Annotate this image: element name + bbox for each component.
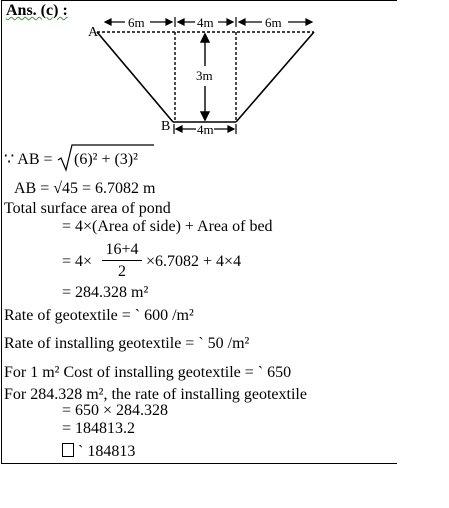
bottom-dim-label: 4m	[197, 122, 214, 137]
depth-dim-label: 3m	[196, 68, 213, 83]
calc-numerator: 16+4	[105, 241, 139, 258]
point-b-label: B	[161, 119, 171, 134]
answer-label-text: Ans. (c) :	[6, 2, 68, 19]
rate-installing-line: Rate of installing geotextile = ` 50 /m²	[4, 335, 250, 352]
cost-one-line: For 1 m² Cost of installing geotextile = ` 650	[4, 364, 292, 381]
right-slope-line	[236, 32, 314, 122]
calc-suffix: ×6.7082 + 4×4	[146, 253, 242, 270]
cost-value-line: = 184813.2	[62, 420, 136, 437]
calc-fraction-bar	[102, 260, 142, 261]
ab-formula-prefix: ∵ AB =	[4, 151, 53, 168]
point-a-label: A	[88, 25, 99, 40]
pond-trapezoid-diagram	[0, 0, 449, 140]
area-result-line: = 284.328 m²	[62, 284, 149, 301]
final-value-line	[62, 443, 135, 461]
ab-value-line: AB = √45 = 6.7082 m	[14, 180, 156, 197]
calc-prefix: = 4×	[62, 253, 93, 270]
final-value-text: ` 184813	[78, 443, 136, 460]
rate-geotextile-line: Rate of geotextile = ` 600 /m²	[4, 307, 194, 324]
left-slope-line	[97, 32, 173, 122]
area-formula-line: = 4×(Area of side) + Area of bed	[62, 218, 273, 235]
calc-denominator: 2	[118, 263, 126, 280]
cost-product-line: = 650 × 284.328	[62, 402, 169, 419]
top-left-dim-label: 6m	[128, 15, 145, 30]
therefore-box-icon	[62, 443, 74, 457]
top-right-dim-label: 6m	[265, 15, 282, 30]
total-area-heading: Total surface area of pond	[4, 200, 171, 217]
cost-total-heading: For 284.328 m², the rate of installing geotextile	[4, 386, 307, 403]
top-mid-dim-label: 4m	[197, 15, 214, 30]
ab-formula-body: (6)² + (3)²	[74, 151, 138, 168]
